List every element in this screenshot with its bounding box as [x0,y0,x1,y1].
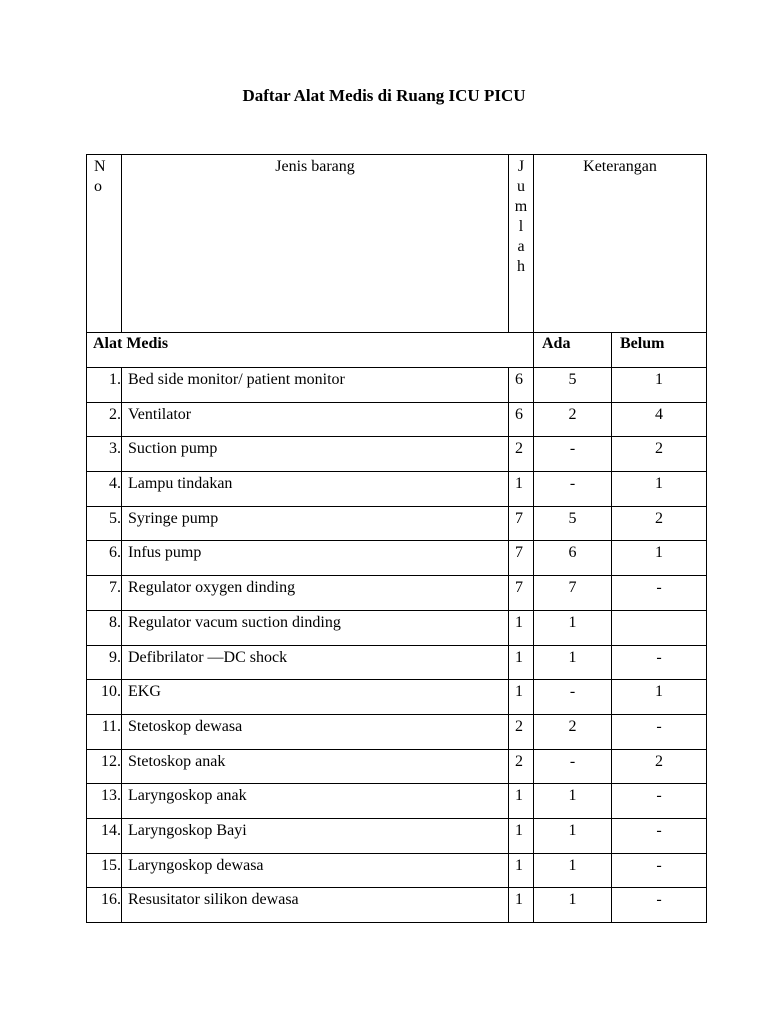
item-belum: 2 [612,437,707,472]
item-ada: - [534,437,612,472]
row-number: 5. [87,506,122,541]
item-ada: - [534,472,612,507]
row-number: 12. [87,749,122,784]
table-row [87,506,707,541]
header-no: N o [87,155,122,333]
item-belum: - [612,576,707,611]
row-number: 4. [87,472,122,507]
section-row [87,333,707,368]
row-number: 7. [87,576,122,611]
item-name: Stetoskop anak [122,749,509,784]
item-quantity: 1 [509,472,534,507]
item-belum: 1 [612,680,707,715]
item-ada: 6 [534,541,612,576]
row-number: 6. [87,541,122,576]
item-name: Lampu tindakan [122,472,509,507]
header-qty: J u m l a h [509,155,534,333]
row-number: 14. [87,818,122,853]
item-ada: 1 [534,645,612,680]
header-ada: Ada [534,333,612,368]
item-quantity: 1 [509,680,534,715]
item-ada: 7 [534,576,612,611]
item-name: Stetoskop dewasa [122,714,509,749]
item-name: Defibrilator —DC shock [122,645,509,680]
table-row [87,784,707,819]
item-name: Syringe pump [122,506,509,541]
row-number: 2. [87,402,122,437]
item-ada: 1 [534,784,612,819]
table-row [87,368,707,403]
item-name: Laryngoskop anak [122,784,509,819]
table-row [87,680,707,715]
item-belum: 4 [612,402,707,437]
item-name: Resusitator silikon dewasa [122,888,509,923]
item-name: Infus pump [122,541,509,576]
table-row [87,437,707,472]
table-row [87,645,707,680]
item-quantity: 1 [509,784,534,819]
item-name: Suction pump [122,437,509,472]
table-row [87,749,707,784]
item-ada: - [534,749,612,784]
item-ada: 2 [534,402,612,437]
item-name: Laryngoskop dewasa [122,853,509,888]
item-quantity: 6 [509,368,534,403]
row-number: 3. [87,437,122,472]
item-belum: - [612,645,707,680]
row-number: 15. [87,853,122,888]
item-quantity: 7 [509,506,534,541]
item-ada: 1 [534,853,612,888]
item-quantity: 1 [509,853,534,888]
item-quantity: 1 [509,818,534,853]
row-number: 16. [87,888,122,923]
row-number: 11. [87,714,122,749]
item-name: Ventilator [122,402,509,437]
item-belum: 2 [612,749,707,784]
header-keterangan: Keterangan [534,155,707,333]
item-belum: - [612,888,707,923]
header-belum: Belum [612,333,707,368]
item-name: EKG [122,680,509,715]
row-number: 9. [87,645,122,680]
item-quantity: 2 [509,749,534,784]
item-quantity: 2 [509,714,534,749]
item-quantity: 1 [509,610,534,645]
item-quantity: 2 [509,437,534,472]
table-row [87,576,707,611]
equipment-table [86,154,707,923]
item-name: Laryngoskop Bayi [122,818,509,853]
table-row [87,610,707,645]
item-name: Regulator vacum suction dinding [122,610,509,645]
section-label: Alat Medis [87,333,534,368]
table-row [87,472,707,507]
item-ada: 2 [534,714,612,749]
item-name: Bed side monitor/ patient monitor [122,368,509,403]
row-number: 1. [87,368,122,403]
table-header-row [87,155,707,333]
item-belum: 1 [612,368,707,403]
item-quantity: 1 [509,888,534,923]
item-name: Regulator oxygen dinding [122,576,509,611]
item-quantity: 7 [509,576,534,611]
item-ada: 5 [534,368,612,403]
item-belum: - [612,853,707,888]
item-belum: - [612,714,707,749]
table-row [87,541,707,576]
item-belum: 2 [612,506,707,541]
table-row [87,888,707,923]
item-ada: 1 [534,610,612,645]
table-row [87,402,707,437]
item-ada: 1 [534,818,612,853]
item-belum: - [612,818,707,853]
item-ada: 5 [534,506,612,541]
item-quantity: 6 [509,402,534,437]
item-ada: 1 [534,888,612,923]
row-number: 13. [87,784,122,819]
table-row [87,818,707,853]
item-belum: 1 [612,541,707,576]
item-belum: - [612,784,707,819]
item-belum [612,610,707,645]
item-belum: 1 [612,472,707,507]
header-item: Jenis barang [122,155,509,333]
item-quantity: 7 [509,541,534,576]
table-row [87,714,707,749]
row-number: 10. [87,680,122,715]
row-number: 8. [87,610,122,645]
page-title: Daftar Alat Medis di Ruang ICU PICU [242,86,526,105]
item-ada: - [534,680,612,715]
item-quantity: 1 [509,645,534,680]
table-row [87,853,707,888]
